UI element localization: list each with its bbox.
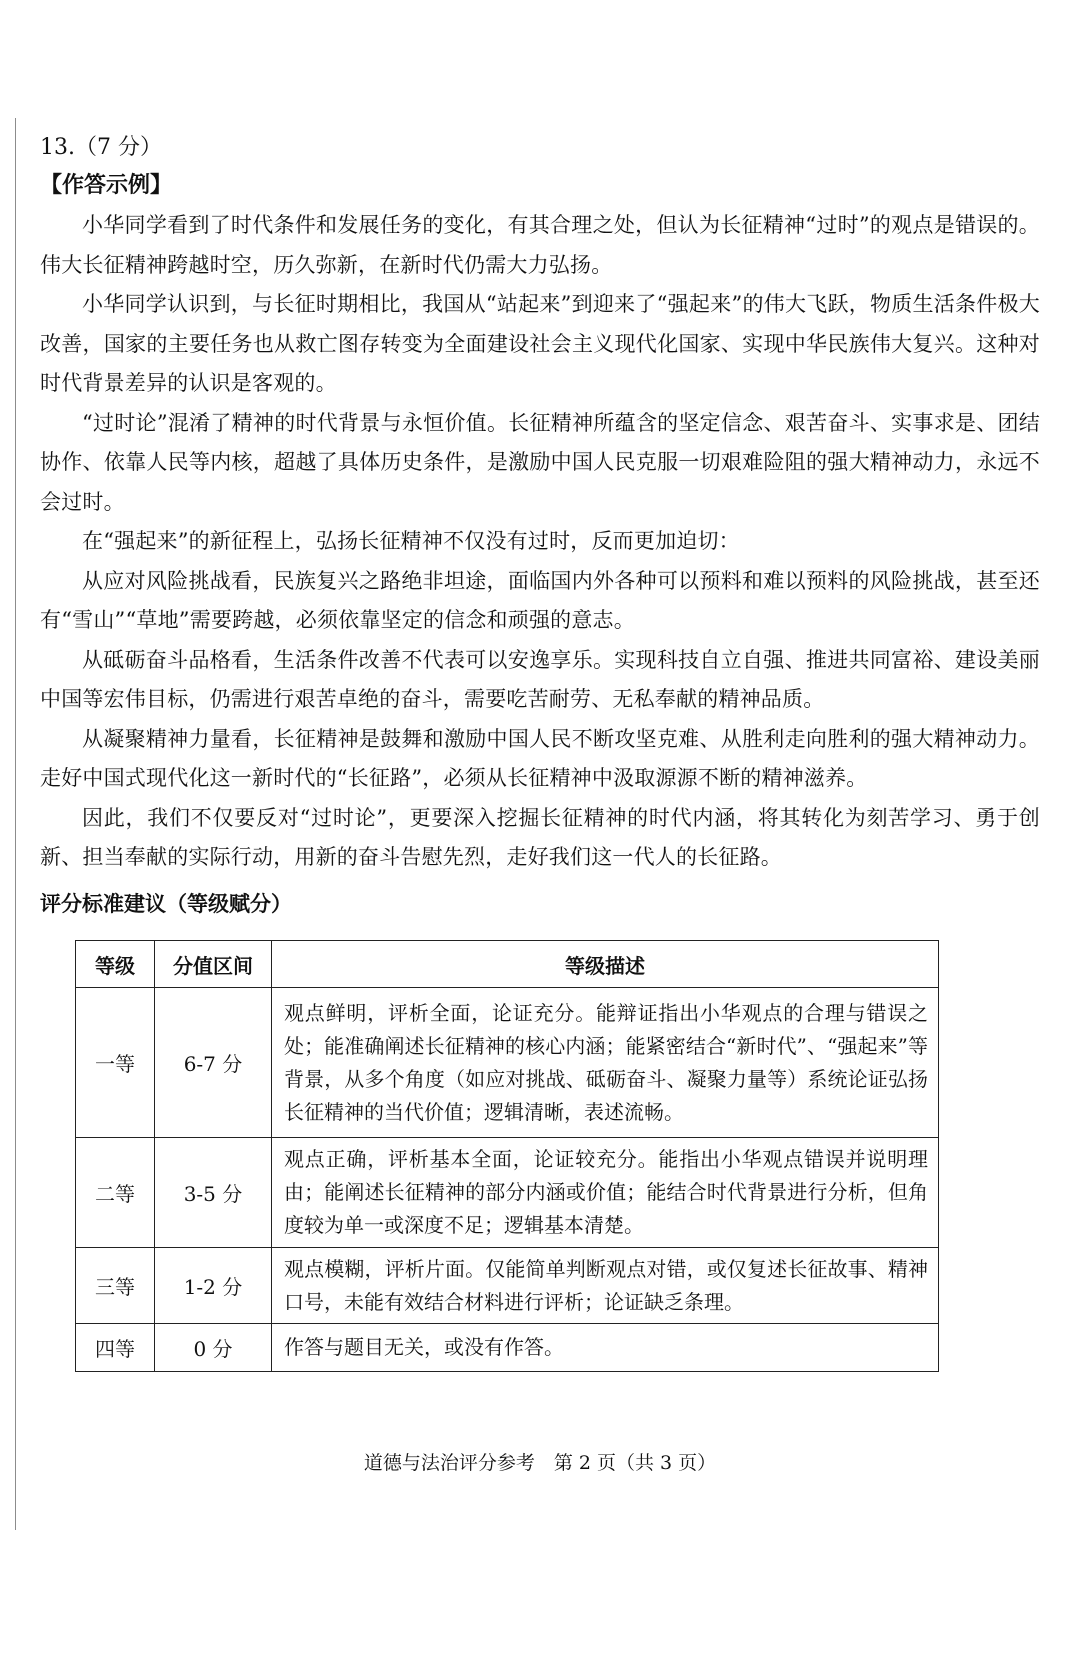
grade-cell: 一等	[76, 988, 155, 1138]
answer-paragraph: 从应对风险挑战看，民族复兴之路绝非坦途，面临国内外各种可以预料和难以预料的风险挑战，甚至还有“雪山”“草地”需要跨越，必须依靠坚定的信念和顽强的意志。	[40, 568, 1040, 632]
answer-paragraph: 从凝聚精神力量看，长征精神是鼓舞和激励中国人民不断攻坚克难、从胜利走向胜利的强大精神动力。走好中国式现代化这一新时代的“长征路”，必须从长征精神中汲取源源不断的精神滋养。	[40, 726, 1040, 790]
header-description: 等级描述	[272, 941, 939, 988]
section-label: 【作答示例】	[40, 173, 173, 198]
header-grade: 等级	[76, 941, 155, 988]
grade-cell: 二等	[76, 1138, 155, 1248]
range-cell: 1-2 分	[155, 1248, 272, 1324]
table-header-row	[76, 941, 939, 988]
grade-cell: 三等	[76, 1248, 155, 1324]
table-row	[76, 1324, 939, 1372]
criteria-title: 评分标准建议（等级赋分）	[40, 891, 292, 916]
table-row	[76, 1138, 939, 1248]
grade-cell: 四等	[76, 1324, 155, 1372]
answer-paragraph: 在“强起来”的新征程上，弘扬长征精神不仅没有过时，反而更加迫切：	[82, 529, 740, 553]
answer-paragraph: 因此，我们不仅要反对“过时论”，更要深入挖掘长征精神的时代内涵，将其转化为刻苦学习、勇于创新、担当奉献的实际行动，用新的奋斗告慰先烈，走好我们这一代人的长征路。	[40, 805, 1040, 869]
description-cell: 作答与题目无关，或没有作答。	[272, 1324, 939, 1372]
answer-paragraph: 小华同学认识到，与长征时期相比，我国从“站起来”到迎来了“强起来”的伟大飞跃，物质生活条件极大改善，国家的主要任务也从救亡图存转变为全面建设社会主义现代化国家、实现中华民族伟大复兴。这种对时代背景差异的认识是客观的。	[40, 292, 1040, 395]
grading-table	[75, 940, 939, 1372]
table-row	[76, 1248, 939, 1324]
description-cell: 观点正确，评析基本全面，论证较充分。能指出小华观点错误并说明理由；能阐述长征精神的部分内涵或价值；能结合时代背景进行分析，但角度较为单一或深度不足；逻辑基本清楚。	[272, 1138, 939, 1248]
description-cell: 观点模糊，评析片面。仅能简单判断观点对错，或仅复述长征故事、精神口号，未能有效结合材料进行评析；论证缺乏条理。	[272, 1248, 939, 1324]
range-cell: 3-5 分	[155, 1138, 272, 1248]
answer-paragraph: 从砥砺奋斗品格看，生活条件改善不代表可以安逸享乐。实现科技自立自强、推进共同富裕、建设美丽中国等宏伟目标，仍需进行艰苦卓绝的奋斗，需要吃苦耐劳、无私奉献的精神品质。	[40, 647, 1040, 711]
range-cell: 6-7 分	[155, 988, 272, 1138]
answer-paragraph: 小华同学看到了时代条件和发展任务的变化，有其合理之处，但认为长征精神“过时”的观点是错误的。伟大长征精神跨越时空，历久弥新，在新时代仍需大力弘扬。	[40, 213, 1040, 277]
table-row	[76, 988, 939, 1138]
page-footer: 道德与法治评分参考 第 2 页（共 3 页）	[363, 1452, 717, 1474]
question-title: 13.（7 分）	[40, 135, 162, 160]
answer-paragraph: “过时论”混淆了精神的时代背景与永恒价值。长征精神所蕴含的坚定信念、艰苦奋斗、实事求是、团结协作、依靠人民等内核，超越了具体历史条件，是激励中国人民克服一切艰难险阻的强大精神动力，永远不会过时。	[40, 410, 1040, 514]
description-cell: 观点鲜明，评析全面，论证充分。能辩证指出小华观点的合理与错误之处；能准确阐述长征精神的核心内涵；能紧密结合“新时代”、“强起来”等背景，从多个角度（如应对挑战、砥砺奋斗、凝聚力量等）系统论证弘扬长征精神的当代价值；逻辑清晰，表述流畅。	[272, 988, 939, 1138]
range-cell: 0 分	[155, 1324, 272, 1372]
answer-section	[40, 130, 1040, 924]
header-range: 分值区间	[155, 941, 272, 988]
margin-rule	[15, 118, 16, 1530]
